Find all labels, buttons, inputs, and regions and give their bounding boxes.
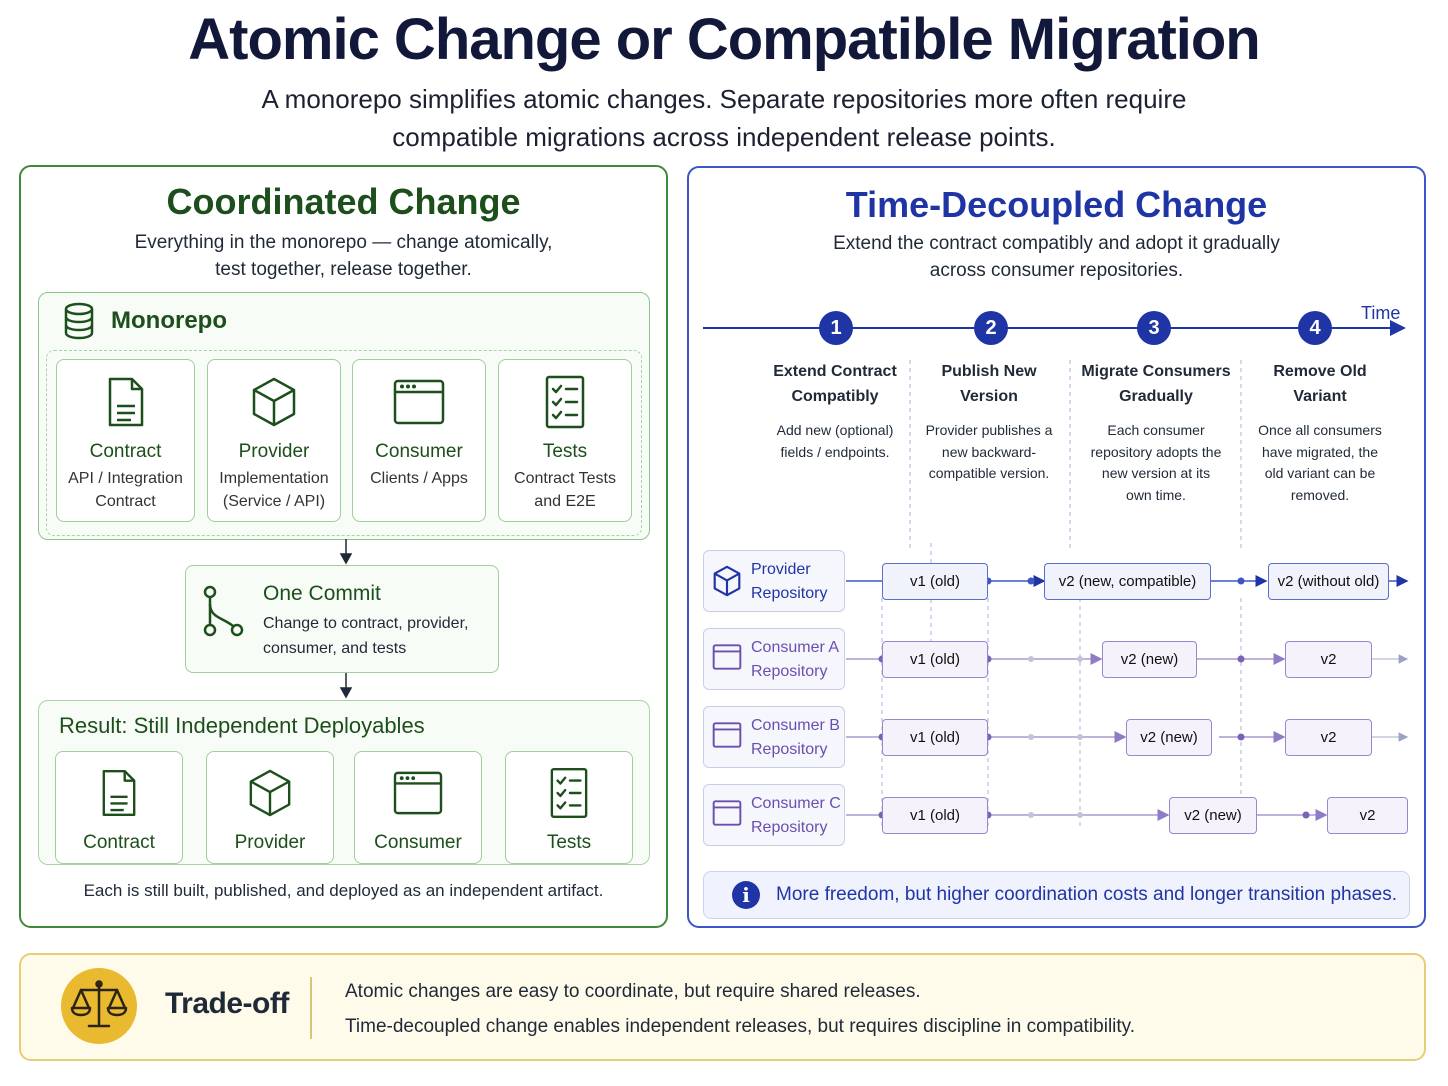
document-icon [57, 376, 194, 433]
version-box: v2 (new) [1169, 797, 1257, 834]
cube-icon [207, 768, 333, 823]
component-title: Contract [89, 441, 162, 462]
step-4-description: Once all consumers have migrated, the old variant can be removed. [1258, 422, 1382, 503]
step-1-description: Add new (optional) fields / endpoints. [776, 422, 894, 460]
consumer-c-repository-card [703, 784, 845, 846]
result-label: Contract [83, 832, 155, 853]
subtitle-line-2: compatible migrations across independent release points. [392, 122, 1056, 152]
browser-window-icon [712, 799, 742, 832]
step-4-badge: 4 [1298, 311, 1332, 345]
consumer-a-repository-card [703, 628, 845, 690]
database-icon [61, 301, 97, 346]
tradeoff-line-1: Atomic changes are easy to coordinate, but require shared releases. [345, 981, 921, 1002]
time-axis-label: Time [1361, 303, 1401, 323]
version-box: v2 (new) [1102, 641, 1197, 678]
step-4-title: Remove Old Variant [1273, 363, 1367, 405]
description-line-1: Extend the contract compatibly and adopt it gradually [833, 233, 1280, 254]
step-1-badge: 1 [819, 311, 853, 345]
step-3-badge: 3 [1137, 311, 1171, 345]
coordinated-change-title: Coordinated Change [166, 181, 521, 222]
time-decoupled-panel [687, 166, 1426, 928]
consumer-b-repository-card [703, 706, 845, 768]
cube-icon [712, 565, 742, 602]
result-box [38, 700, 650, 865]
checklist-icon [499, 374, 631, 435]
browser-window-icon [712, 643, 742, 676]
component-subtitle: API / Integration Contract [68, 470, 183, 510]
monorepo-box [38, 292, 650, 540]
scales-icon [61, 968, 137, 1044]
step-2-title: Publish New Version [941, 363, 1037, 405]
step-2-badge: 2 [974, 311, 1008, 345]
subtitle-line-1: A monorepo simplifies atomic changes. Separate repositories more often require [261, 84, 1187, 114]
checklist-icon [506, 766, 632, 825]
component-card-provider [207, 359, 341, 522]
page-subtitle [224, 80, 1224, 156]
component-title: Provider [238, 441, 310, 462]
tradeoff-divider [310, 977, 312, 1039]
component-card-consumer [352, 359, 486, 522]
monorepo-components [46, 350, 642, 536]
version-box: v2 [1327, 797, 1408, 834]
version-box: v2 [1285, 719, 1372, 756]
repository-label: Consumer C Repository [751, 795, 841, 836]
one-commit-title: One Commit [263, 582, 381, 605]
browser-window-icon [353, 378, 485, 431]
coordinated-change-description [81, 229, 606, 283]
result-label: Provider [234, 832, 306, 853]
step-2-description: Provider publishes a new backward- compatible version. [925, 422, 1053, 481]
monorepo-label: Monorepo [111, 307, 227, 334]
description-line-2: across consumer repositories. [929, 260, 1184, 281]
result-label: Consumer [374, 832, 462, 853]
step-3-description: Each consumer repository adopts the new version at its own time. [1090, 422, 1222, 503]
info-bar [703, 871, 1410, 919]
one-commit-box [185, 565, 499, 673]
document-icon [56, 768, 182, 823]
time-decoupled-title: Time-Decoupled Change [845, 184, 1268, 225]
description-line-2: test together, release together. [215, 259, 472, 280]
tradeoff-title: Trade-off [165, 987, 289, 1020]
result-note: Each is still built, published, and deployed as an independent artifact. [83, 881, 604, 900]
tradeoff-box [19, 953, 1426, 1061]
browser-window-icon [355, 770, 481, 821]
provider-repository-card [703, 550, 845, 612]
browser-window-icon [712, 721, 742, 754]
version-box: v2 (new, compatible) [1044, 563, 1211, 600]
cube-icon [208, 376, 340, 433]
component-title: Tests [542, 441, 588, 462]
component-card-tests [498, 359, 632, 522]
coordinated-change-panel [19, 165, 668, 928]
component-subtitle: Clients / Apps [370, 470, 468, 487]
result-title: Result: Still Independent Deployables [59, 713, 425, 738]
version-box: v1 (old) [882, 797, 988, 834]
component-subtitle: Implementation (Service / API) [219, 470, 329, 510]
component-subtitle: Contract Tests and E2E [514, 470, 616, 510]
repository-label: Consumer B Repository [751, 717, 840, 758]
version-box: v2 (new) [1126, 719, 1212, 756]
info-text: More freedom, but higher coordination costs and longer transition phases. [776, 884, 1398, 905]
component-title: Consumer [375, 441, 463, 462]
step-3-title: Migrate Consumers Gradually [1081, 363, 1231, 405]
git-branch-icon [201, 584, 247, 645]
result-label: Tests [546, 832, 592, 853]
description-line-1: Everything in the monorepo — change atomically, [134, 232, 553, 253]
repository-label: Provider Repository [751, 561, 828, 602]
version-box: v2 (without old) [1268, 563, 1389, 600]
one-commit-description: Change to contract, provider, consumer, and tests [263, 615, 469, 657]
result-card-tests [505, 751, 633, 864]
step-1-title: Extend Contract Compatibly [773, 363, 897, 405]
tradeoff-line-2: Time-decoupled change enables independent releases, but requires discipline in compatibility. [345, 1016, 1136, 1037]
version-box: v1 (old) [882, 719, 988, 756]
component-card-contract [56, 359, 195, 522]
result-card-provider [206, 751, 334, 864]
result-card-contract [55, 751, 183, 864]
version-box: v2 [1285, 641, 1372, 678]
info-icon: i [732, 881, 760, 909]
page-title: Atomic Change or Compatible Migration [188, 7, 1260, 72]
repository-label: Consumer A Repository [751, 639, 840, 680]
result-card-consumer [354, 751, 482, 864]
version-box: v1 (old) [882, 641, 988, 678]
version-box: v1 (old) [882, 563, 988, 600]
